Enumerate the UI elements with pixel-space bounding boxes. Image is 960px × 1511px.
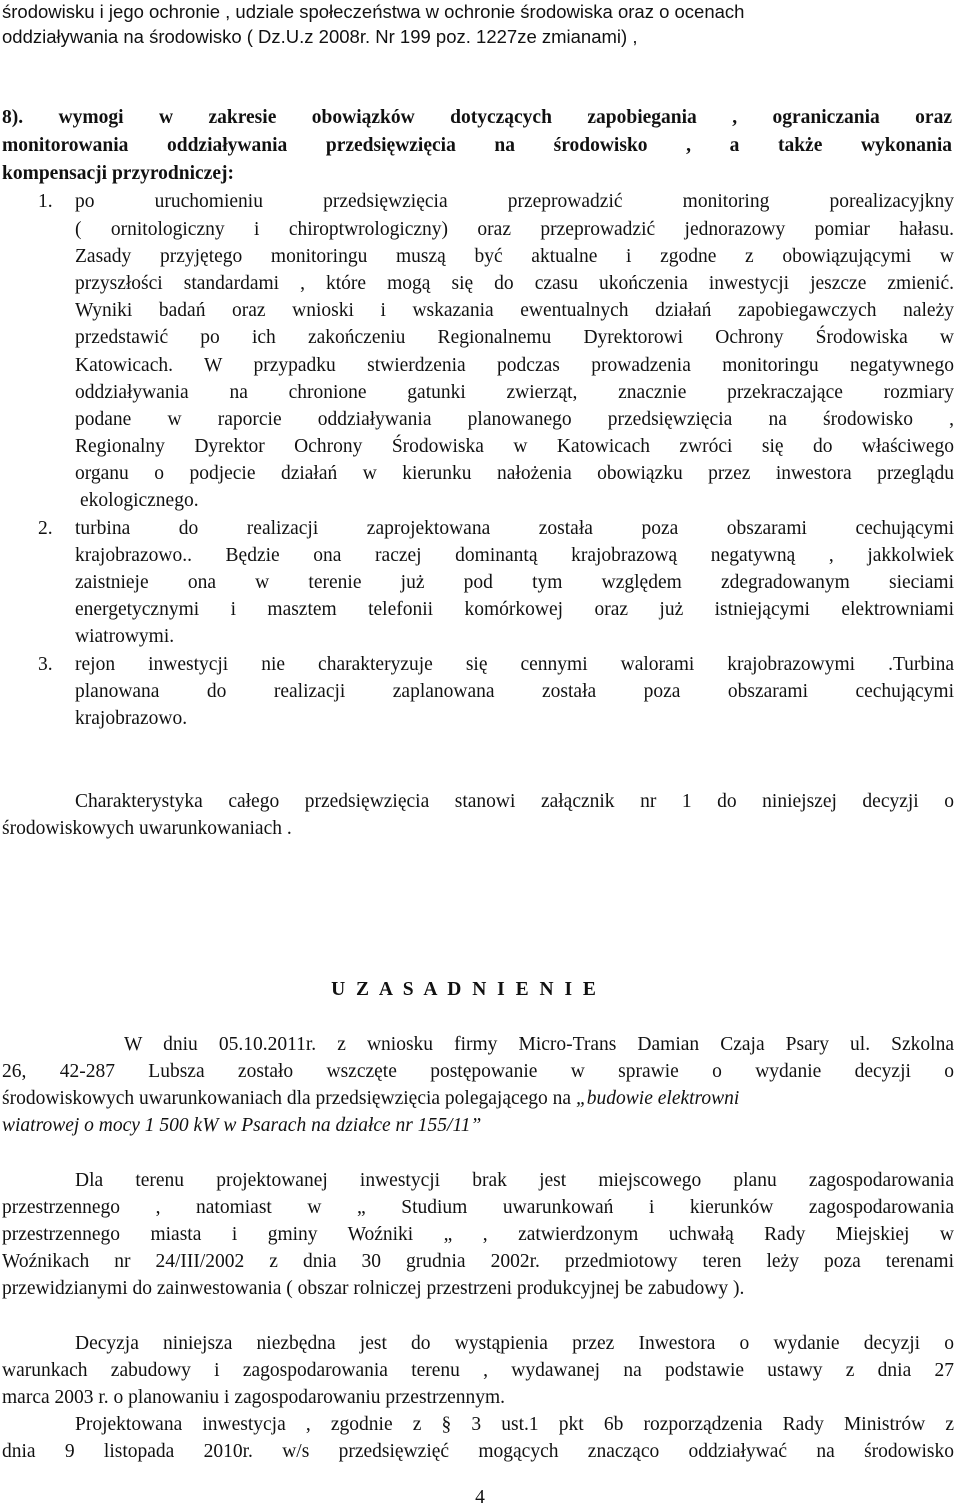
section8-line-1: 8). wymogi w zakresie obowiązków dotyczących zapobiegania , ograniczania oraz (2, 107, 952, 128)
para3-line-1: Decyzja niniejsza niezbędna jest do wystąpienia przez Inwestora o wydanie decyzji o (75, 1333, 954, 1354)
para2-line-5: przewidzianymi do zainwestowania ( obszar rolniczej przestrzeni produkcyjnej be zabudowy ). (2, 1278, 745, 1299)
section8-line-3: kompensacji przyrodniczej: (2, 163, 234, 184)
para1-line-3-plain: środowiskowych uwarunkowaniach dla przedsięwzięcia polegającego na (2, 1088, 576, 1109)
item3-line-2: planowana do realizacji zaplanowana została poza obszarami cechującymi (75, 681, 954, 702)
para1-line-2: 26, 42-287 Lubsza zostało wszczęte postępowanie w sprawie o wydanie decyzji o (2, 1061, 954, 1082)
para2-line-4: Woźnikach nr 24/III/2002 z dnia 30 grudnia 2002r. przedmiotowy teren leży poza terenami (2, 1251, 954, 1272)
para4-line-2: dnia 9 listopada 2010r. w/s przedsięwzięć mogących znacząco oddziaływać na środowisko (2, 1441, 954, 1462)
para1-line-1: W dniu 05.10.2011r. z wniosku firmy Micro-Trans Damian Czaja Psary ul. Szkolna (124, 1034, 954, 1055)
item1-line-8: oddziaływania na chronione gatunki zwierząt, znacznie przekraczające rozmiary (75, 382, 954, 403)
item2-line-4: energetycznymi i masztem telefonii komórkowej oraz już istniejącymi elektrowniami (75, 599, 954, 620)
item2-line-2: krajobrazowo.. Będzie ona raczej dominantą krajobrazową negatywną , jakkolwiek (75, 545, 954, 566)
para1-line-4: wiatrowej o mocy 1 500 kW w Psarach na działce nr 155/11” (2, 1115, 482, 1136)
item1-line-7: Katowicach. W przypadku stwierdzenia podczas prowadzenia monitoringu negatywnego (75, 355, 954, 376)
para2-line-1: Dla terenu projektowanej inwestycji brak jest miejscowego planu zagospodarowania (75, 1170, 954, 1191)
item1-line-4: przyszłości standardami , które mogą się do czasu ukończenia inwestycji jeszcze zmienić. (75, 273, 954, 294)
item2-line-3: zaistnieje ona w terenie już pod tym względem zdegradowanym sieciami (75, 572, 954, 593)
page-number: 4 (475, 1487, 485, 1508)
charakterystyka-line-2: środowiskowych uwarunkowaniach . (2, 818, 292, 839)
item1-line-12: ekologicznego. (80, 490, 199, 511)
para2-line-2: przestrzennego , natomiast w „ Studium uwarunkowań i kierunków zagospodarowania (2, 1197, 954, 1218)
item1-line-5: Wyniki badań oraz wnioski i wskazania ewentualnych działań zapobiegawczych należy (75, 300, 954, 321)
item3-number: 3. (38, 654, 53, 675)
para4-line-1: Projektowana inwestycja , zgodnie z § 3 ust.1 pkt 6b rozporządzenia Rady Ministrów z (75, 1414, 954, 1435)
item1-number: 1. (38, 191, 53, 212)
item1-line-11: organu o podjecie działań w kierunku nałożenia obowiązku przez inwestora przeglądu (75, 463, 954, 484)
uzasadnienie-heading: U Z A S A D N I E N I E (331, 979, 599, 1000)
item2-number: 2. (38, 518, 53, 539)
item3-line-1: rejon inwestycji nie charakteryzuje się cennymi walorami krajobrazowymi .Turbina (75, 654, 954, 675)
item1-line-1: po uruchomieniu przedsięwzięcia przeprowadzić monitoring porealizacyjkny (75, 191, 954, 212)
intro-line-1: środowisku i jego ochronie , udziale społeczeństwa w ochronie środowiska oraz o ocenach (2, 1, 745, 22)
para3-line-2: warunkach zabudowy i zagospodarowania terenu , wydawanej na podstawie ustawy z dnia 27 (2, 1360, 954, 1381)
item1-line-2: ( ornitologiczny i chiroptwrologiczny) oraz przeprowadzić jednorazowy pomiar hałasu. (75, 219, 954, 240)
section8-line-2: monitorowania oddziaływania przedsięwzięcia na środowisko , a także wykonania (2, 135, 952, 156)
item2-line-1: turbina do realizacji zaprojektowana została poza obszarami cechującymi (75, 518, 954, 539)
item1-line-6: przedstawić po ich zakończeniu Regionalnemu Dyrektorowi Ochrony Środowiska w (75, 327, 954, 348)
item2-line-5: wiatrowymi. (75, 626, 175, 647)
item3-line-3: krajobrazowo. (75, 708, 188, 729)
para1-line-3-italic: „budowie elektrowni (575, 1088, 740, 1109)
item1-line-3: Zasady przyjętego monitoringu muszą być aktualne i zgodne z obowiązującymi w (75, 246, 954, 267)
para1-line-3 (2, 1085, 739, 1112)
item1-line-10: Regionalny Dyrektor Ochrony Środowiska w Katowicach zwróci się do właściwego (75, 436, 954, 457)
para2-line-3: przestrzennego miasta i gminy Woźniki „ , zatwierdzonym uchwałą Rady Miejskiej w (2, 1224, 954, 1245)
intro-line-2: oddziaływania na środowisko ( Dz.U.z 2008r. Nr 199 poz. 1227ze zmianami) , (2, 26, 638, 47)
charakterystyka-line-1: Charakterystyka całego przedsięwzięcia stanowi załącznik nr 1 do niniejszej decyzji o (75, 791, 954, 812)
para3-line-3: marca 2003 r. o planowaniu i zagospodarowaniu przestrzennym. (2, 1387, 506, 1408)
item1-line-9: podane w raporcie oddziaływania planowanego przedsięwzięcia na środowisko , (75, 409, 954, 430)
